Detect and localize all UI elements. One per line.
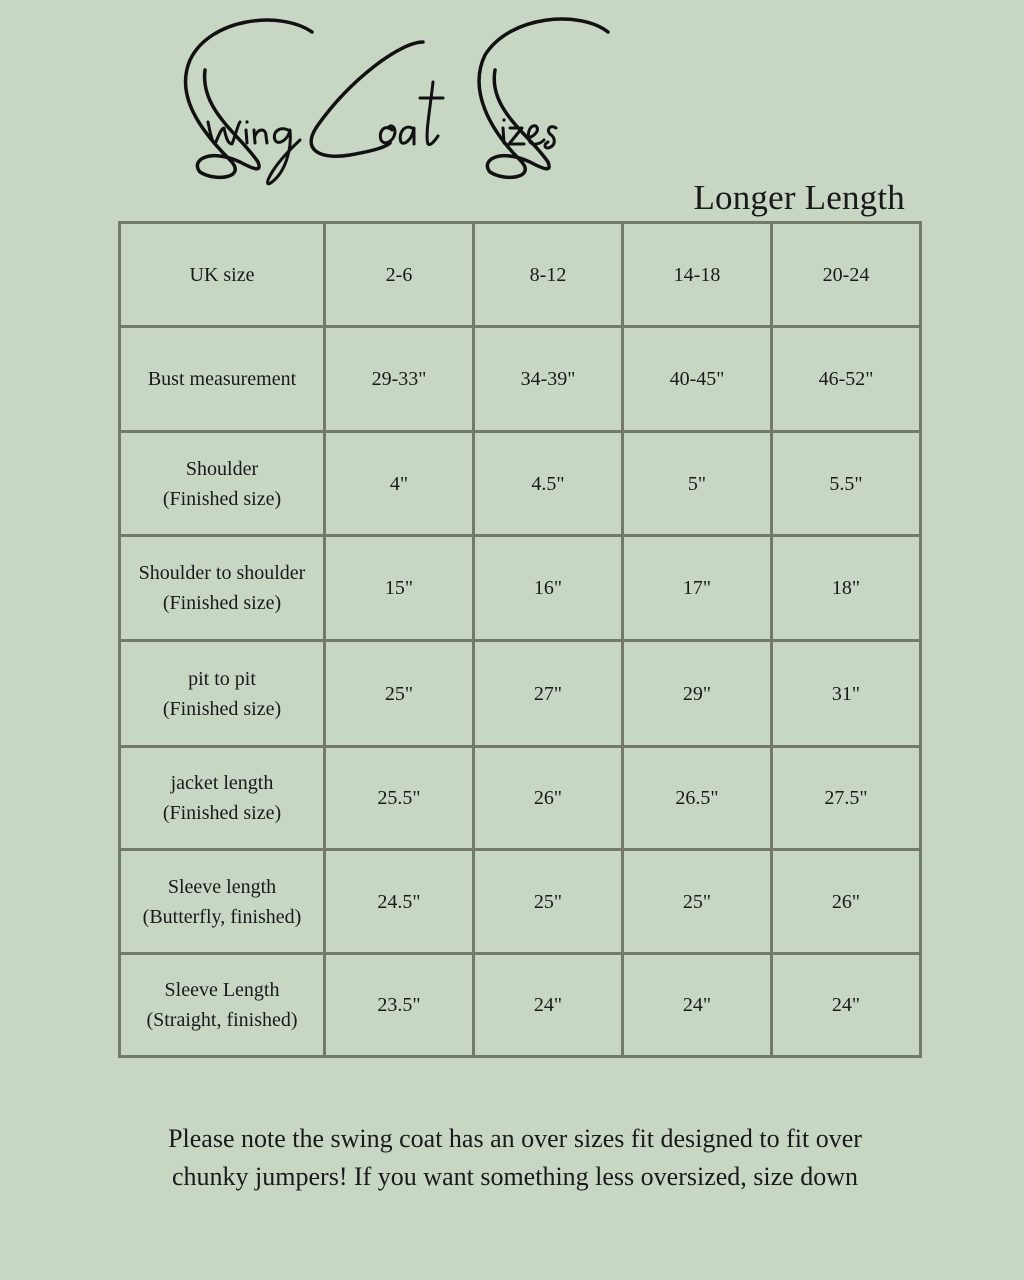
table-row — [120, 536, 921, 641]
sizing-note — [100, 1120, 930, 1196]
table-cell: 15" — [325, 536, 474, 641]
row-label: pit to pit (Finished size) — [120, 641, 325, 747]
size-table — [118, 221, 922, 1058]
table-cell: 29" — [623, 641, 772, 747]
table-row — [120, 747, 921, 850]
table-row — [120, 327, 921, 432]
sizing-note-line-2: chunky jumpers! If you want something less oversized, size down — [172, 1162, 858, 1191]
table-row — [120, 850, 921, 954]
subtitle: Longer Length — [693, 178, 905, 217]
table-cell: 34-39" — [474, 327, 623, 432]
table-cell: 14-18 — [623, 223, 772, 327]
table-row — [120, 432, 921, 536]
row-label: Sleeve Length (Straight, finished) — [120, 954, 325, 1057]
sizing-note-line-1: Please note the swing coat has an over sizes fit designed to fit over — [168, 1124, 862, 1153]
table-cell: 29-33" — [325, 327, 474, 432]
table-cell: 24.5" — [325, 850, 474, 954]
table-cell: 26" — [772, 850, 921, 954]
table-cell: 2-6 — [325, 223, 474, 327]
table-cell: 24" — [772, 954, 921, 1057]
script-title-graphic — [0, 0, 1024, 200]
table-cell: 46-52" — [772, 327, 921, 432]
table-cell: 4.5" — [474, 432, 623, 536]
row-label: Bust measurement — [120, 327, 325, 432]
table-cell: 16" — [474, 536, 623, 641]
page-title — [0, 0, 1024, 200]
row-label: Shoulder (Finished size) — [120, 432, 325, 536]
table-cell: 18" — [772, 536, 921, 641]
row-label: Shoulder to shoulder (Finished size) — [120, 536, 325, 641]
table-cell: 20-24 — [772, 223, 921, 327]
table-cell: 5" — [623, 432, 772, 536]
table-cell: 26.5" — [623, 747, 772, 850]
table-cell: 25" — [474, 850, 623, 954]
table-cell: 27" — [474, 641, 623, 747]
row-label: jacket length (Finished size) — [120, 747, 325, 850]
row-label: Sleeve length (Butterfly, finished) — [120, 850, 325, 954]
table-cell: 25.5" — [325, 747, 474, 850]
table-cell: 4" — [325, 432, 474, 536]
row-label: UK size — [120, 223, 325, 327]
table-cell: 24" — [623, 954, 772, 1057]
table-cell: 40-45" — [623, 327, 772, 432]
table-cell: 31" — [772, 641, 921, 747]
table-cell: 8-12 — [474, 223, 623, 327]
table-row — [120, 954, 921, 1057]
table-cell: 17" — [623, 536, 772, 641]
table-cell: 25" — [623, 850, 772, 954]
table-row — [120, 223, 921, 327]
table-cell: 5.5" — [772, 432, 921, 536]
table-cell: 27.5" — [772, 747, 921, 850]
table-cell: 23.5" — [325, 954, 474, 1057]
table-row — [120, 641, 921, 747]
table-cell: 25" — [325, 641, 474, 747]
table-cell: 26" — [474, 747, 623, 850]
table-cell: 24" — [474, 954, 623, 1057]
